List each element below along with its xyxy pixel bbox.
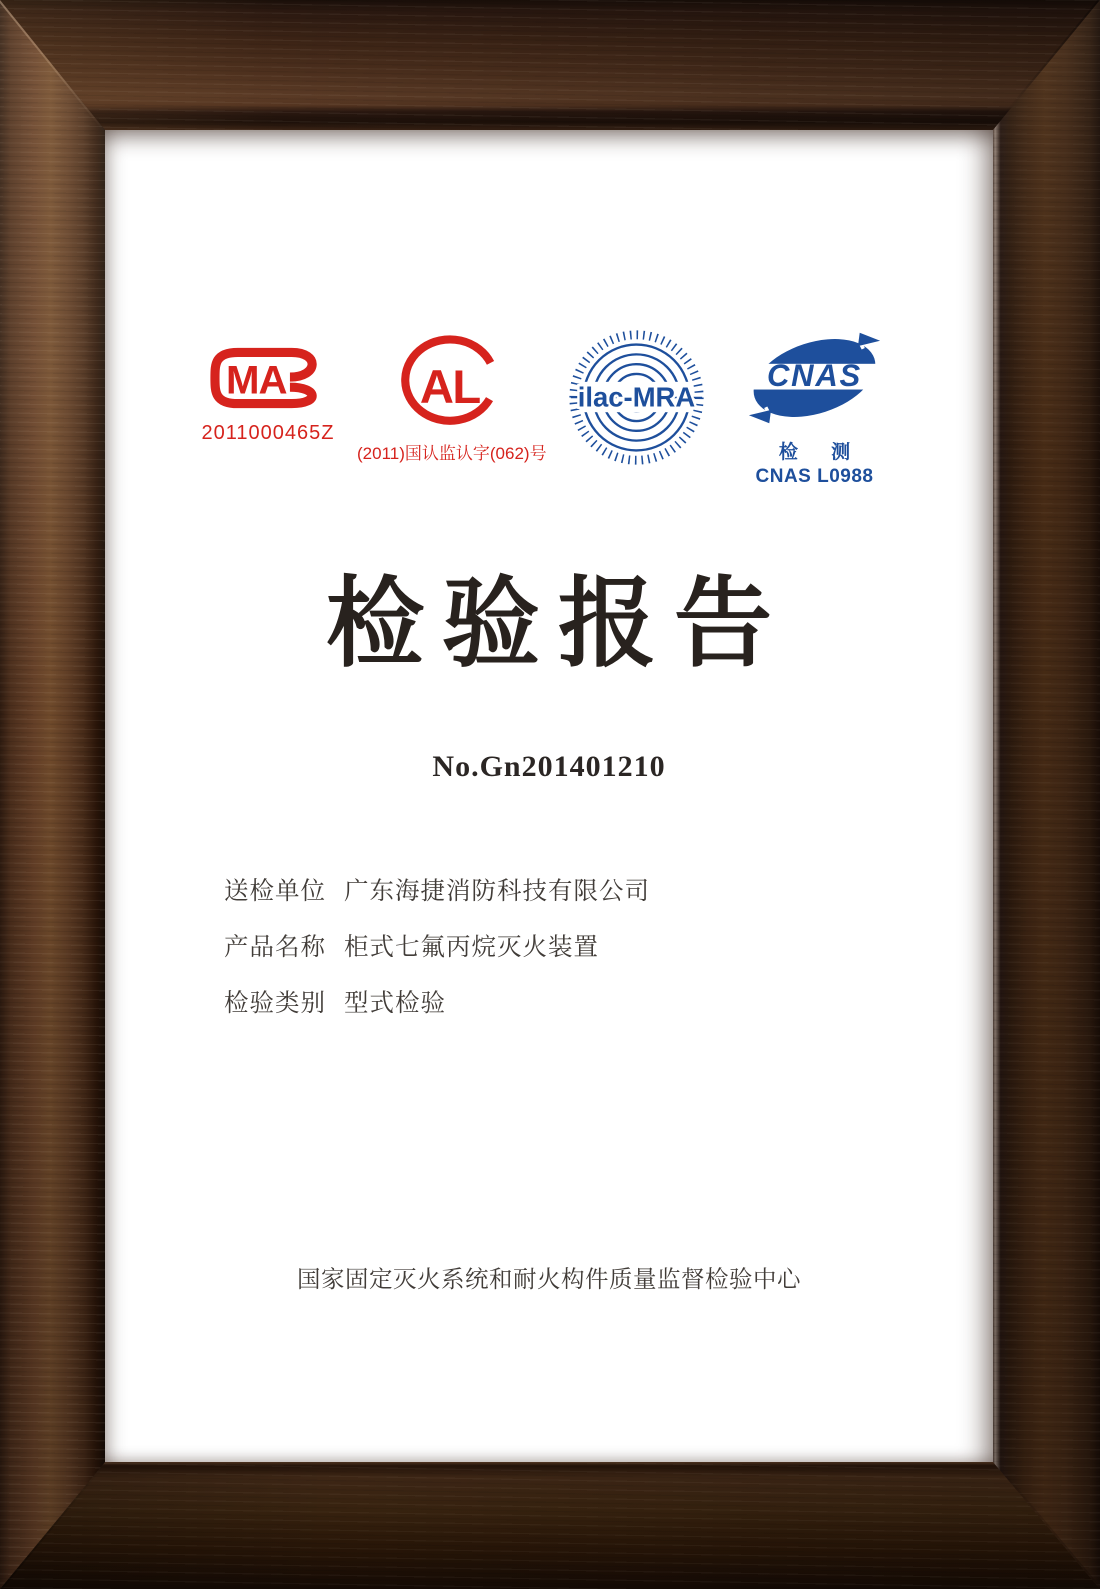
certificate-paper [105, 130, 993, 1462]
cal-caption: (2011)国认监认字(062)号 [357, 444, 547, 463]
frame-left [0, 0, 105, 1589]
cnas-caption-cn: 检 测 [778, 442, 865, 463]
cal-letters: AL [419, 359, 480, 413]
field-row-unit [224, 876, 650, 908]
ilac-stamp-icon [563, 324, 710, 471]
cma-letters: MA [225, 357, 287, 403]
logo-ilac [562, 324, 710, 476]
cal-mark-icon [389, 330, 511, 430]
cma-mark-icon [204, 346, 332, 410]
field-label: 送检单位 [224, 878, 326, 905]
field-label: 产品名称 [224, 934, 326, 961]
cnas-mark-icon [748, 326, 881, 430]
frame-bottom [0, 1462, 1100, 1589]
ilac-text: ilac-MRA [577, 381, 695, 413]
field-row-type [224, 988, 446, 1020]
report-number: No.Gn201401210 [432, 750, 666, 783]
frame-right [993, 0, 1100, 1589]
logo-cma [193, 346, 343, 445]
report-title: 检验报告 [325, 568, 790, 678]
cnas-code: CNAS L0988 [755, 466, 874, 487]
field-value: 型式检验 [344, 990, 446, 1017]
field-value: 柜式七氟丙烷灭火装置 [344, 934, 599, 961]
cma-number: 2011000465Z [201, 422, 335, 444]
cnas-letters: CNAS [767, 357, 862, 393]
field-value: 广东海捷消防科技有限公司 [344, 878, 650, 905]
logo-cnas [727, 326, 902, 488]
frame-top [0, 0, 1100, 130]
issuer-line: 国家固定灭火系统和耐火构件质量监督检验中心 [297, 1266, 801, 1292]
field-row-product [224, 932, 599, 964]
logo-cal [357, 330, 547, 464]
field-label: 检验类别 [224, 990, 326, 1017]
